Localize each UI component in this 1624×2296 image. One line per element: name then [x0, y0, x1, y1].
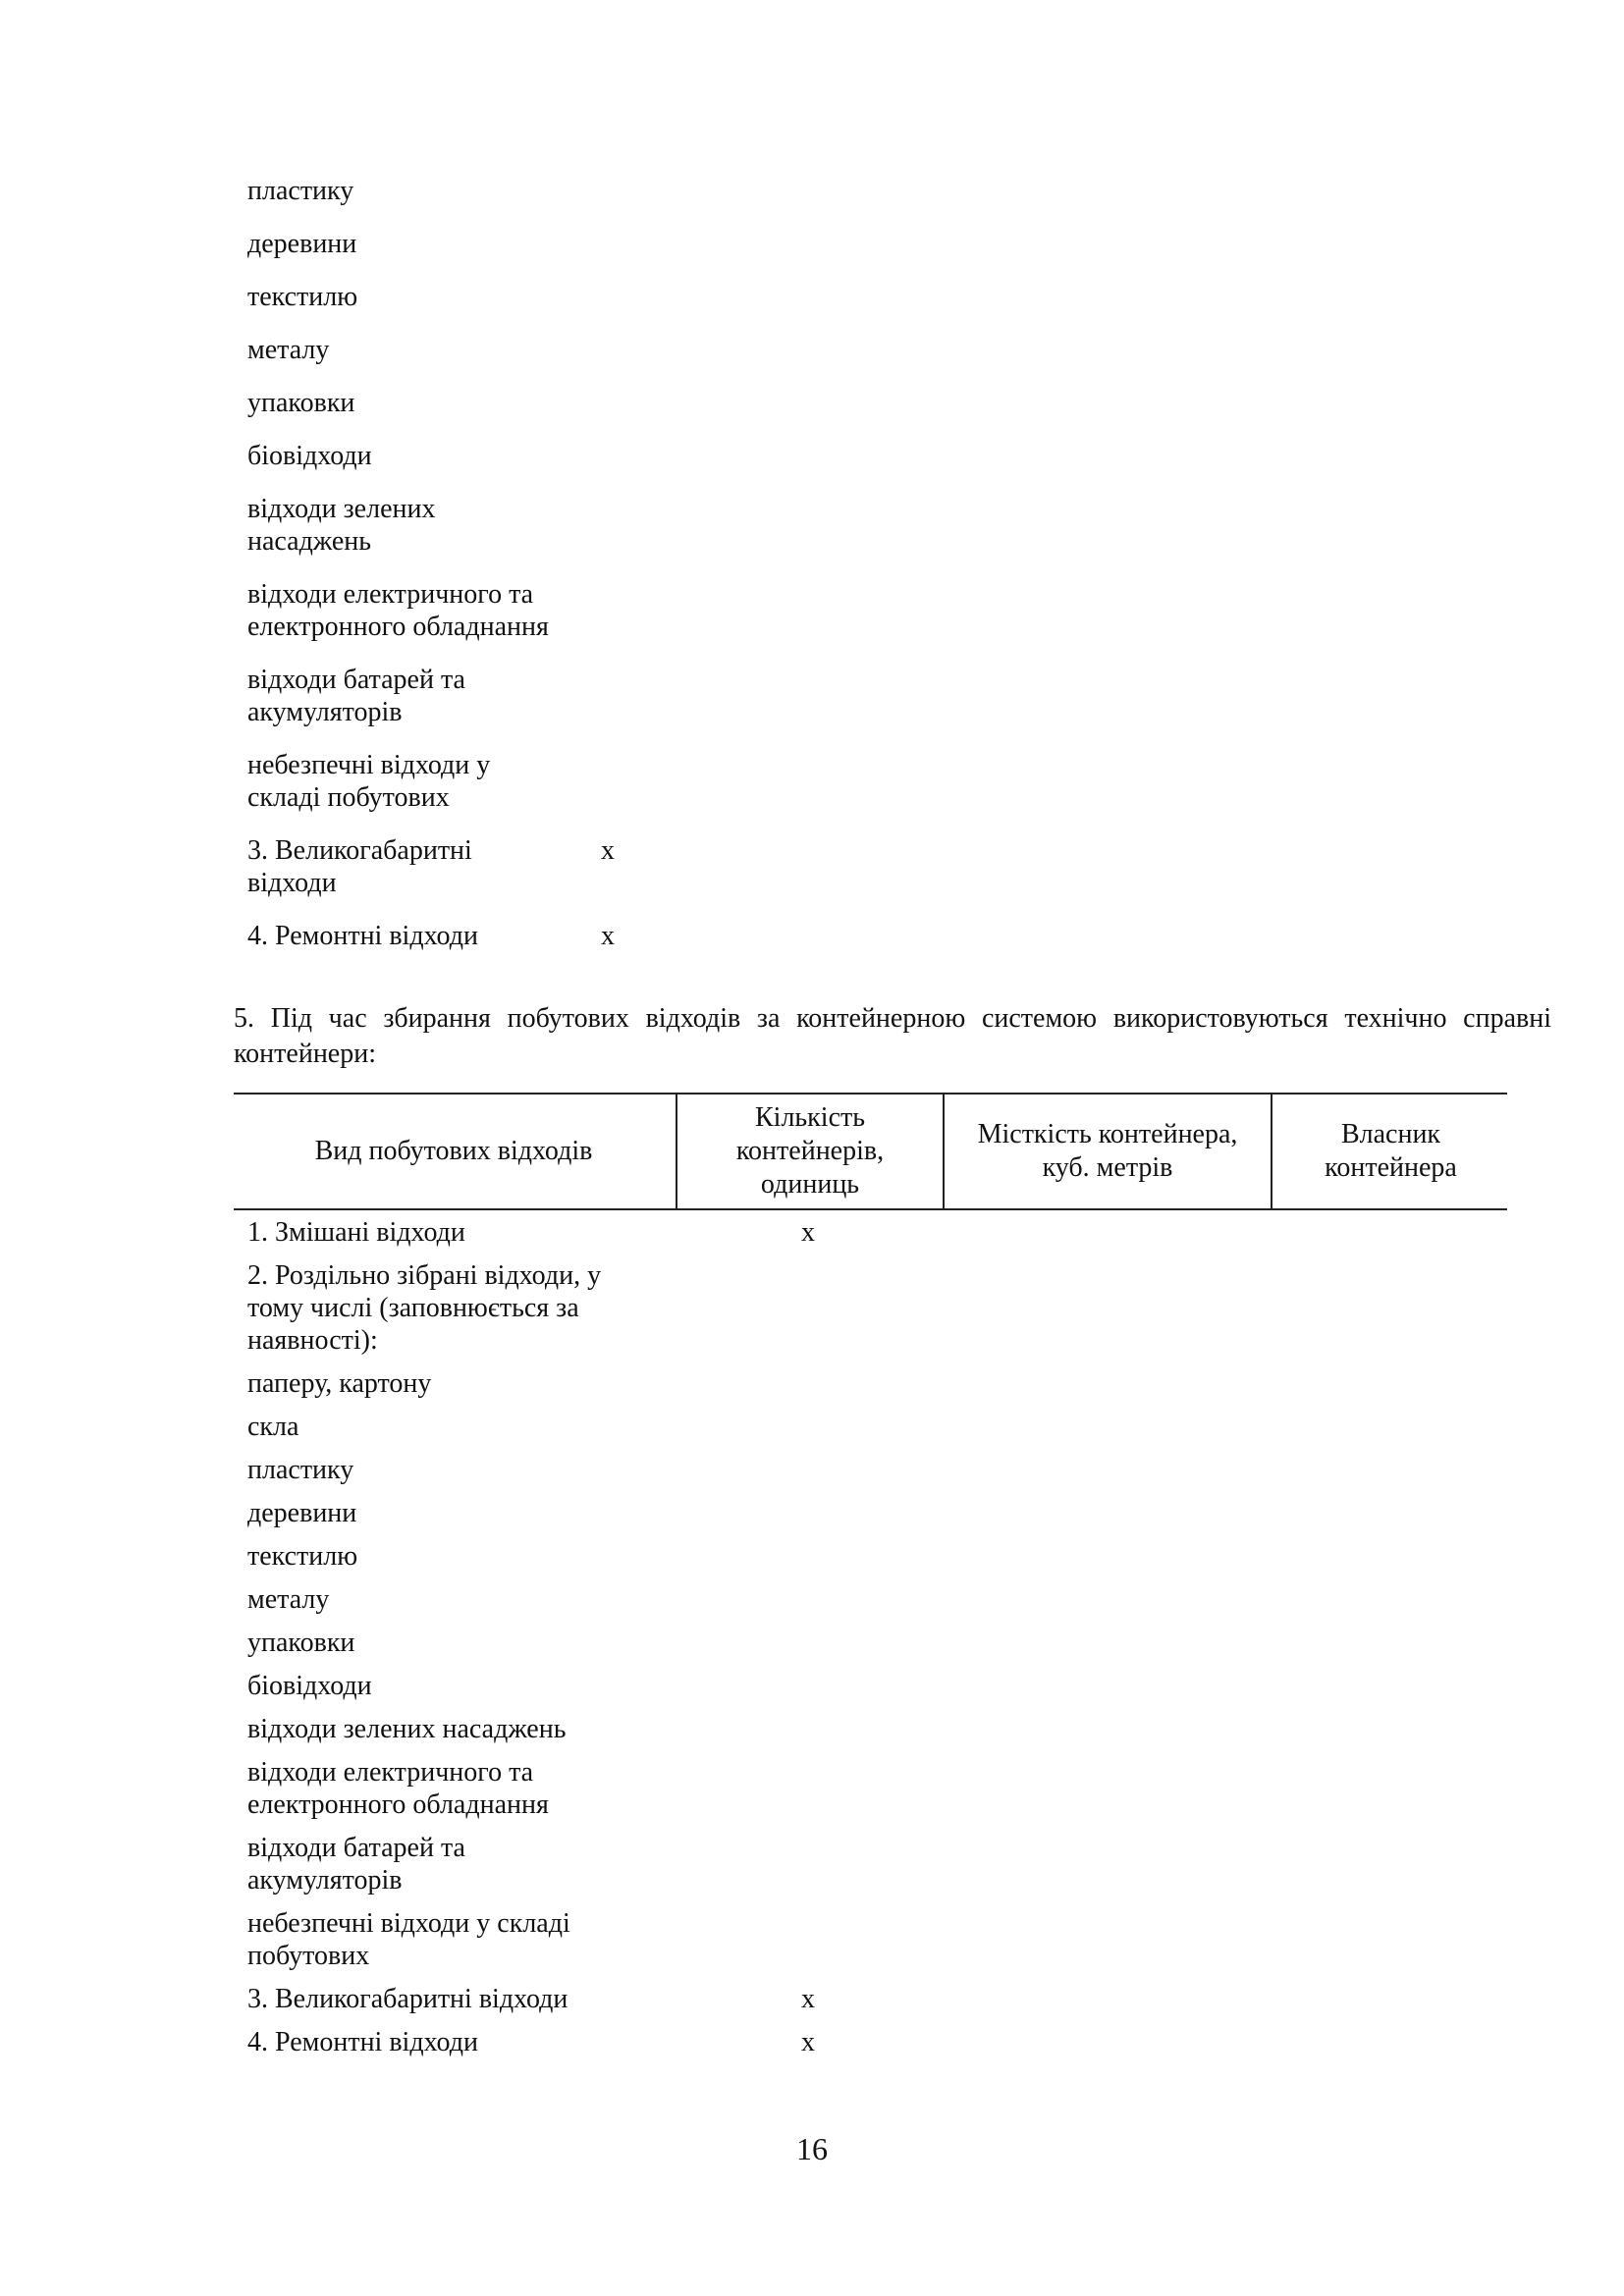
row-label: 3. Великогабаритні відходи: [247, 835, 472, 898]
table-row: [234, 1367, 1507, 1400]
header-label: Власник контейнера: [1325, 1119, 1457, 1183]
row-label: 4. Ремонтні відходи: [247, 921, 478, 951]
table-row: [247, 578, 660, 643]
table-header: [234, 1093, 1507, 1210]
table-row: [234, 1583, 1507, 1616]
header-container-owner: [1271, 1095, 1509, 1208]
table-row: [247, 749, 660, 814]
row-label: відходи зелених насаджень: [247, 1714, 567, 1744]
table-row: [234, 1983, 1507, 2015]
row-label: 1. Змішані відходи: [247, 1217, 465, 1248]
row-label: текстилю: [247, 282, 358, 312]
row-mark: х: [601, 835, 615, 866]
table-row: [234, 1832, 1507, 1896]
continuation-table: [247, 175, 660, 952]
table-row: [234, 1540, 1507, 1573]
row-label: металу: [247, 335, 330, 365]
table-row: [247, 664, 660, 728]
row-label: відходи зелених насаджень: [247, 494, 436, 557]
row-label: паперу, картону: [247, 1368, 432, 1399]
table-row: [234, 1497, 1507, 1529]
row-mark: х: [601, 921, 615, 951]
table-row: [247, 281, 660, 313]
row-label: упаковки: [247, 1628, 355, 1658]
table-row: [234, 2026, 1507, 2058]
row-label: деревини: [247, 1498, 357, 1528]
row-label: біовідходи: [247, 1671, 372, 1701]
table-row: [247, 920, 660, 952]
table-row: [247, 493, 660, 558]
row-label: текстилю: [247, 1541, 358, 1572]
row-label: деревини: [247, 229, 357, 259]
table-row: [234, 1627, 1507, 1659]
header-container-count: [676, 1095, 943, 1208]
header-label: Кількість контейнерів, одиниць: [735, 1102, 885, 1200]
row-label: скла: [247, 1412, 299, 1442]
row-label: 2. Роздільно зібрані відходи, у тому числі (заповнюється за наявності):: [247, 1260, 602, 1356]
table-row: [234, 1454, 1507, 1486]
row-label: відходи електричного та електронного обладнання: [247, 1757, 549, 1820]
row-label: відходи батарей та акумуляторів: [247, 665, 465, 727]
header-container-capacity: [943, 1095, 1271, 1208]
row-label: небезпечні відходи у складі побутових: [247, 1908, 570, 1971]
table-row: [234, 1216, 1507, 1249]
row-label: небезпечні відходи у складі побутових: [247, 750, 491, 813]
row-mark: х: [801, 2027, 815, 2057]
header-label: Вид побутових відходів: [314, 1136, 593, 1166]
table-row: [234, 1411, 1507, 1443]
row-label: упаковки: [247, 388, 355, 418]
page-number: 16: [796, 2131, 828, 2166]
table-row: [247, 834, 660, 899]
table-row: [247, 334, 660, 366]
table-row: [247, 440, 660, 472]
table-body: [234, 1216, 1507, 2058]
row-label: пластику: [247, 1455, 354, 1485]
paragraph: 5. Під час збирання побутових відходів за контейнерною системою використовуються технічно справні контейнери:: [234, 1003, 1551, 1069]
table-row: [247, 228, 660, 260]
row-label: 3. Великогабаритні відходи: [247, 1984, 568, 2014]
table-row: [234, 1259, 1507, 1357]
row-mark: х: [801, 1217, 815, 1248]
row-label: відходи електричного та електронного обладнання: [247, 579, 549, 642]
table-row: [234, 1756, 1507, 1821]
table-row: [234, 1713, 1507, 1745]
table-row: [234, 1670, 1507, 1702]
row-label: відходи батарей та акумуляторів: [247, 1833, 465, 1896]
header-waste-type: [234, 1095, 674, 1208]
row-label: металу: [247, 1584, 330, 1615]
table-row: [247, 175, 660, 207]
table-row: [234, 1907, 1507, 1972]
header-label: Місткість контейнера, куб. метрів: [977, 1119, 1238, 1183]
row-label: 4. Ремонтні відходи: [247, 2027, 478, 2057]
table-row: [247, 387, 660, 419]
containers-table: [234, 1093, 1507, 2069]
row-label: біовідходи: [247, 441, 372, 471]
row-label: пластику: [247, 176, 354, 206]
row-mark: х: [801, 1984, 815, 2014]
